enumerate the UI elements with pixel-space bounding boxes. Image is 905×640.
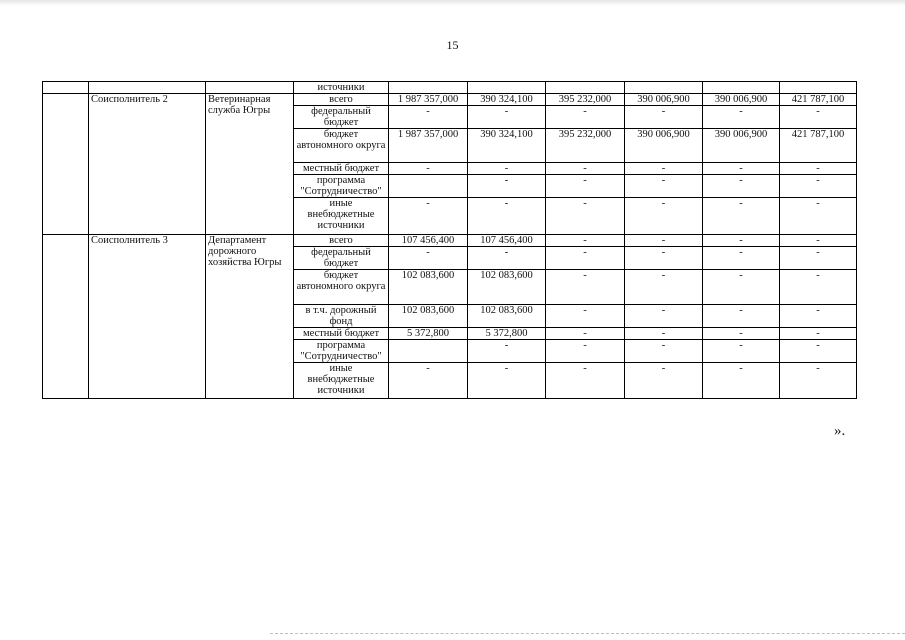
amount-cell: - xyxy=(468,363,546,399)
amount-cell xyxy=(780,82,857,94)
table-row xyxy=(43,82,857,94)
amount-cell: - xyxy=(389,106,468,129)
amount-cell: - xyxy=(546,363,625,399)
amount-cell: - xyxy=(625,163,703,175)
table-row xyxy=(43,94,857,106)
budget-table xyxy=(42,81,857,399)
amount-cell: - xyxy=(389,247,468,270)
amount-cell: 1 987 357,000 xyxy=(389,129,468,163)
amount-cell: - xyxy=(780,235,857,247)
amount-cell: 390 006,900 xyxy=(625,94,703,106)
amount-cell: - xyxy=(389,363,468,399)
amount-cell: - xyxy=(546,305,625,328)
amount-cell: - xyxy=(780,198,857,235)
amount-cell xyxy=(703,82,780,94)
executor-org-cell: Ветеринарная служба Югры xyxy=(206,94,294,235)
amount-cell xyxy=(468,82,546,94)
amount-cell: - xyxy=(625,270,703,305)
amount-cell: 102 083,600 xyxy=(389,270,468,305)
funding-source-cell: бюджет автономного округа xyxy=(294,270,389,305)
amount-cell: - xyxy=(546,163,625,175)
amount-cell: - xyxy=(468,198,546,235)
amount-cell: - xyxy=(468,175,546,198)
closing-quote-mark: ». xyxy=(834,423,846,439)
amount-cell xyxy=(546,82,625,94)
amount-cell: - xyxy=(703,163,780,175)
funding-source-cell: федеральный бюджет xyxy=(294,247,389,270)
funding-source-cell: программа "Сотрудничество" xyxy=(294,340,389,363)
amount-cell: - xyxy=(703,270,780,305)
funding-source-cell: программа "Сотрудничество" xyxy=(294,175,389,198)
amount-cell: - xyxy=(468,247,546,270)
blank-cell xyxy=(43,94,89,235)
amount-cell: - xyxy=(546,198,625,235)
amount-cell: - xyxy=(780,163,857,175)
amount-cell: 390 006,900 xyxy=(703,94,780,106)
funding-source-cell: местный бюджет xyxy=(294,328,389,340)
amount-cell: - xyxy=(780,305,857,328)
amount-cell: - xyxy=(468,106,546,129)
amount-cell: - xyxy=(546,328,625,340)
amount-cell: 5 372,800 xyxy=(389,328,468,340)
amount-cell: 102 083,600 xyxy=(389,305,468,328)
amount-cell: - xyxy=(625,340,703,363)
amount-cell xyxy=(389,175,468,198)
amount-cell: - xyxy=(625,328,703,340)
executor-role-cell: Соисполнитель 3 xyxy=(89,235,206,399)
funding-source-cell: иные внебюджетные источники xyxy=(294,363,389,399)
amount-cell: - xyxy=(546,175,625,198)
amount-cell: - xyxy=(703,340,780,363)
amount-cell: - xyxy=(703,305,780,328)
amount-cell: 390 006,900 xyxy=(703,129,780,163)
executor-org-cell: Департамент дорожного хозяйства Югры xyxy=(206,235,294,399)
amount-cell: - xyxy=(468,163,546,175)
amount-cell: - xyxy=(703,175,780,198)
funding-source-cell: всего xyxy=(294,94,389,106)
scan-edge-bottom xyxy=(270,633,905,634)
amount-cell xyxy=(389,340,468,363)
amount-cell: - xyxy=(703,363,780,399)
executor-role-cell: Соисполнитель 2 xyxy=(89,94,206,235)
amount-cell: 107 456,400 xyxy=(468,235,546,247)
amount-cell: - xyxy=(780,175,857,198)
amount-cell: 421 787,100 xyxy=(780,129,857,163)
funding-source-cell: иные внебюджетные источники xyxy=(294,198,389,235)
amount-cell: - xyxy=(625,175,703,198)
amount-cell: - xyxy=(780,270,857,305)
budget-table-body xyxy=(43,82,857,399)
amount-cell: - xyxy=(625,106,703,129)
amount-cell: - xyxy=(389,163,468,175)
amount-cell: - xyxy=(546,270,625,305)
executor-org-cell xyxy=(206,82,294,94)
amount-cell: - xyxy=(625,363,703,399)
funding-source-cell: источники xyxy=(294,82,389,94)
amount-cell: - xyxy=(468,340,546,363)
amount-cell xyxy=(625,82,703,94)
funding-source-cell: бюджет автономного округа xyxy=(294,129,389,163)
amount-cell: 395 232,000 xyxy=(546,129,625,163)
amount-cell: - xyxy=(780,340,857,363)
amount-cell: - xyxy=(780,106,857,129)
amount-cell: - xyxy=(546,340,625,363)
amount-cell: 390 324,100 xyxy=(468,94,546,106)
blank-cell xyxy=(43,235,89,399)
amount-cell: 5 372,800 xyxy=(468,328,546,340)
amount-cell: - xyxy=(625,247,703,270)
funding-source-cell: федеральный бюджет xyxy=(294,106,389,129)
amount-cell: 1 987 357,000 xyxy=(389,94,468,106)
amount-cell: - xyxy=(780,328,857,340)
amount-cell: - xyxy=(625,198,703,235)
scan-edge-top xyxy=(0,0,905,6)
amount-cell: - xyxy=(780,247,857,270)
amount-cell: 390 324,100 xyxy=(468,129,546,163)
amount-cell: - xyxy=(703,328,780,340)
amount-cell: - xyxy=(389,198,468,235)
amount-cell: - xyxy=(625,235,703,247)
amount-cell: - xyxy=(546,235,625,247)
amount-cell: - xyxy=(625,305,703,328)
amount-cell: 102 083,600 xyxy=(468,305,546,328)
executor-role-cell xyxy=(89,82,206,94)
amount-cell: 395 232,000 xyxy=(546,94,625,106)
blank-cell xyxy=(43,82,89,94)
amount-cell: 102 083,600 xyxy=(468,270,546,305)
page-number: 15 xyxy=(446,38,459,52)
amount-cell: - xyxy=(703,235,780,247)
amount-cell: 107 456,400 xyxy=(389,235,468,247)
funding-source-cell: всего xyxy=(294,235,389,247)
amount-cell xyxy=(389,82,468,94)
amount-cell: - xyxy=(703,106,780,129)
amount-cell: - xyxy=(780,363,857,399)
amount-cell: - xyxy=(546,247,625,270)
amount-cell: - xyxy=(703,247,780,270)
amount-cell: - xyxy=(546,106,625,129)
funding-source-cell: в т.ч. дорожный фонд xyxy=(294,305,389,328)
amount-cell: - xyxy=(703,198,780,235)
funding-source-cell: местный бюджет xyxy=(294,163,389,175)
amount-cell: 390 006,900 xyxy=(625,129,703,163)
table-row xyxy=(43,235,857,247)
amount-cell: 421 787,100 xyxy=(780,94,857,106)
